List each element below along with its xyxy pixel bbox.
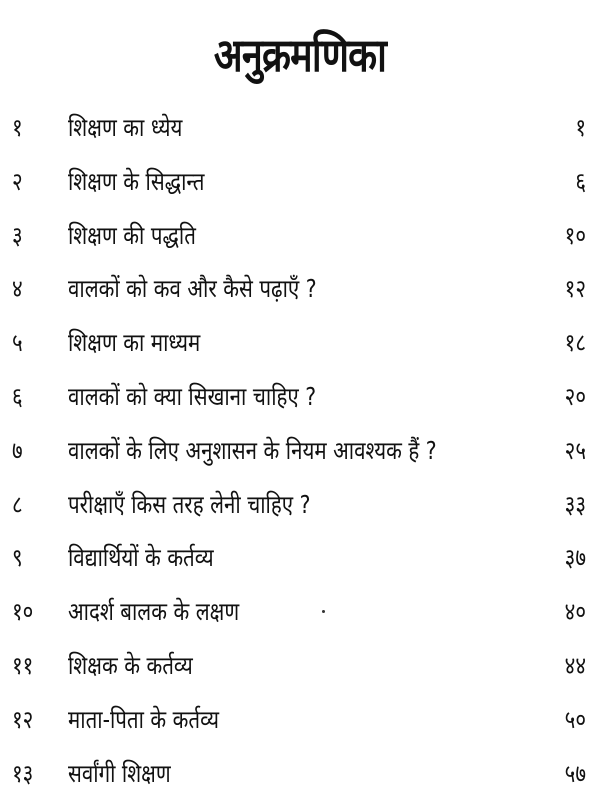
entry-number: ७ (12, 435, 23, 465)
toc-entry (0, 479, 600, 533)
entry-page-number: ४० (564, 597, 586, 627)
entry-title: शिक्षण का ध्येय (68, 113, 183, 142)
entry-title: शिक्षण का माध्यम (68, 328, 201, 358)
entry-number: १३ (12, 758, 34, 788)
entry-number: १२ (12, 704, 34, 734)
entry-title: वालकों को कव और कैसे पढ़ाएँ ? (68, 274, 317, 304)
table-of-contents (0, 102, 600, 801)
toc-entry (0, 586, 600, 640)
entry-page-number: १८ (564, 328, 586, 358)
entry-page-number: ४४ (564, 650, 586, 680)
toc-entry (0, 210, 600, 264)
entry-number: ४ (12, 274, 23, 304)
toc-entry (0, 102, 600, 156)
toc-entry (0, 263, 600, 317)
entry-page-number: ६ (575, 166, 586, 196)
entry-title: विद्यार्थियों के कर्तव्य (68, 543, 214, 573)
entry-title: सर्वांगी शिक्षण (68, 758, 171, 788)
toc-entry (0, 371, 600, 425)
entry-page-number: १२ (564, 274, 586, 304)
entry-page-number: ५७ (564, 758, 586, 788)
entry-number: ६ (12, 381, 23, 411)
toc-entry (0, 748, 600, 801)
page-title: अनुक्रमणिका (213, 28, 387, 82)
entry-title: माता-पिता के कर्तव्य (68, 704, 220, 734)
entry-title: शिक्षण की पद्धति (68, 220, 196, 250)
entry-title: वालकों के लिए अनुशासन के नियम आवश्यक हैं ? (68, 435, 437, 465)
entry-number: २ (12, 166, 23, 196)
entry-title: आदर्श बालक के लक्षण (68, 597, 240, 627)
entry-number: ३ (12, 220, 23, 250)
toc-entry (0, 156, 600, 210)
toc-entry (0, 694, 600, 748)
entry-page-number: २५ (564, 435, 586, 465)
entry-number: १ (12, 113, 23, 142)
entry-title: शिक्षक के कर्तव्य (68, 650, 193, 680)
toc-entry (0, 640, 600, 694)
toc-entry (0, 317, 600, 371)
entry-title: वालकों को क्या सिखाना चाहिए ? (68, 381, 317, 411)
entry-page-number: २० (564, 381, 586, 411)
entry-page-number: १० (564, 220, 586, 250)
entry-page-number: १ (575, 113, 586, 142)
toc-entry (0, 532, 600, 586)
entry-title: शिक्षण के सिद्धान्त (68, 166, 205, 196)
entry-page-number: ५० (564, 704, 586, 734)
entry-number: १० (12, 597, 34, 627)
stray-ink-mark (322, 610, 325, 613)
entry-page-number: ३३ (564, 489, 586, 519)
entry-number: ५ (12, 328, 23, 358)
entry-number: ८ (12, 489, 23, 519)
entry-number: ११ (12, 650, 34, 680)
entry-page-number: ३७ (564, 543, 586, 573)
entry-number: ९ (12, 543, 23, 573)
toc-entry (0, 425, 600, 479)
entry-title: परीक्षाएँ किस तरह लेनी चाहिए ? (68, 489, 311, 519)
